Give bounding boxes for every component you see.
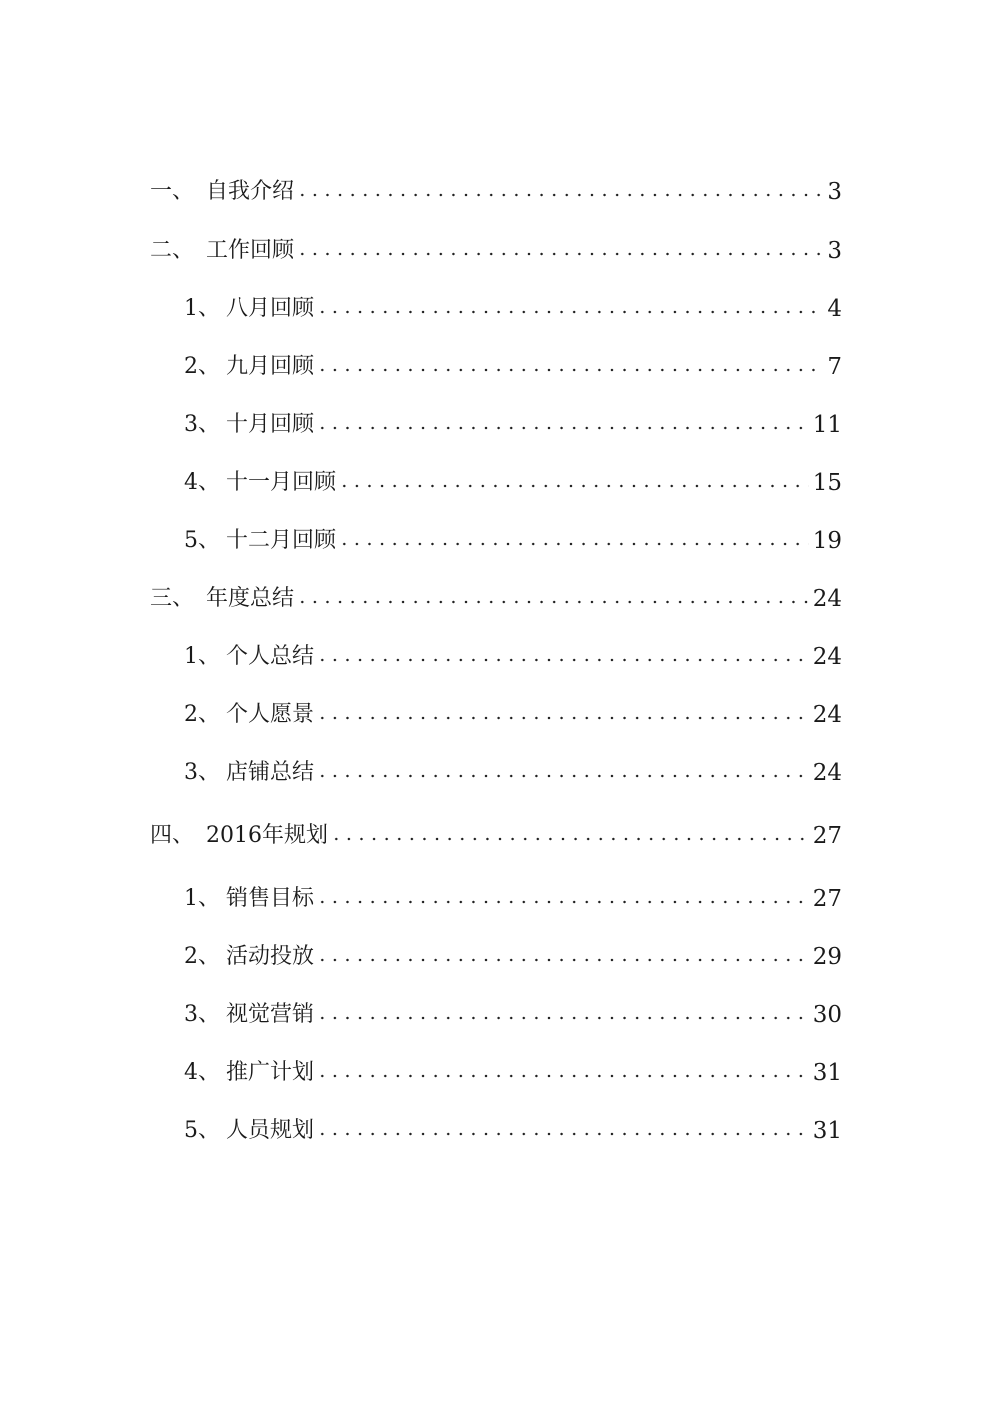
toc-entry-number: 四、 <box>150 823 195 848</box>
toc-entry-page: 3 <box>827 238 842 264</box>
toc-dot-leader <box>316 955 809 965</box>
toc-dot-leader <box>316 713 809 723</box>
toc-dot-leader <box>296 249 823 259</box>
toc-entry-personal-vision[interactable] <box>184 693 842 729</box>
toc-entry-number: 2、 <box>184 944 220 969</box>
toc-dot-leader <box>296 597 809 607</box>
toc-entry-page: 31 <box>812 1118 842 1144</box>
toc-entry-page: 30 <box>812 1002 842 1028</box>
toc-entry-annual-summary[interactable] <box>150 577 842 613</box>
toc-entry-campaign-placement[interactable] <box>184 935 842 971</box>
toc-entry-page: 3 <box>827 179 842 205</box>
toc-entry-title: 视觉营销 <box>226 1002 315 1027</box>
toc-entry-number: 3、 <box>184 760 220 785</box>
toc-dot-leader <box>338 539 809 549</box>
toc-entry-title: 十二月回顾 <box>226 528 337 553</box>
toc-entry-number: 4、 <box>184 1060 220 1085</box>
toc-entry-number: 二、 <box>150 238 195 263</box>
toc-entry-page: 24 <box>812 586 842 612</box>
toc-entry-2016-plan[interactable] <box>150 814 842 850</box>
toc-dot-leader <box>316 771 809 781</box>
toc-entry-number: 三、 <box>150 586 195 611</box>
toc-entry-self-intro[interactable] <box>150 170 842 206</box>
toc-entry-page: 27 <box>812 886 842 912</box>
toc-entry-sales-target[interactable] <box>184 877 842 913</box>
toc-entry-october-review[interactable] <box>184 403 842 439</box>
toc-entry-title: 自我介绍 <box>206 179 295 204</box>
toc-entry-title: 个人总结 <box>226 644 315 669</box>
toc-entry-work-review[interactable] <box>150 229 842 265</box>
toc-entry-page: 7 <box>827 354 842 380</box>
toc-entry-august-review[interactable] <box>184 287 842 323</box>
toc-dot-leader <box>316 365 823 375</box>
toc-entry-page: 24 <box>812 760 842 786</box>
toc-entry-title: 十一月回顾 <box>226 470 337 495</box>
toc-entry-page: 29 <box>812 944 842 970</box>
toc-dot-leader <box>338 481 809 491</box>
toc-dot-leader <box>316 1071 809 1081</box>
toc-entry-store-summary[interactable] <box>184 751 842 787</box>
toc-dot-leader <box>316 655 809 665</box>
toc-entry-title: 年度总结 <box>206 586 295 611</box>
toc-entry-page: 24 <box>812 702 842 728</box>
toc-dot-leader <box>316 1013 809 1023</box>
toc-entry-title: 推广计划 <box>226 1060 315 1085</box>
toc-dot-leader <box>316 1129 809 1139</box>
toc-entry-september-review[interactable] <box>184 345 842 381</box>
toc-entry-visual-marketing[interactable] <box>184 993 842 1029</box>
toc-entry-page: 24 <box>812 644 842 670</box>
toc-dot-leader <box>316 423 809 433</box>
toc-entry-page: 27 <box>812 823 842 849</box>
toc-entry-number: 一、 <box>150 179 195 204</box>
toc-entry-title: 个人愿景 <box>226 702 315 727</box>
toc-entry-number: 3、 <box>184 1002 220 1027</box>
toc-entry-number: 5、 <box>184 528 220 553</box>
toc-entry-promotion-plan[interactable] <box>184 1051 842 1087</box>
toc-entry-personal-summary[interactable] <box>184 635 842 671</box>
toc-entry-december-review[interactable] <box>184 519 842 555</box>
toc-entry-title: 店铺总结 <box>226 760 315 785</box>
toc-entry-number: 1、 <box>184 296 220 321</box>
toc-entry-title: 工作回顾 <box>206 238 295 263</box>
toc-entry-title: 十月回顾 <box>226 412 315 437</box>
toc-entry-staff-plan[interactable] <box>184 1109 842 1145</box>
toc-entry-page: 31 <box>812 1060 842 1086</box>
toc-entry-title: 八月回顾 <box>226 296 315 321</box>
toc-dot-leader <box>296 190 823 200</box>
toc-entry-november-review[interactable] <box>184 461 842 497</box>
toc-entry-number: 2、 <box>184 702 220 727</box>
toc-entry-title: 人员规划 <box>226 1118 315 1143</box>
toc-entry-title: 九月回顾 <box>226 354 315 379</box>
toc-entry-page: 15 <box>812 470 842 496</box>
toc-entry-number: 1、 <box>184 886 220 911</box>
toc-entry-title: 销售目标 <box>226 886 315 911</box>
toc-dot-leader <box>316 307 823 317</box>
toc-entry-number: 4、 <box>184 470 220 495</box>
toc-entry-title: 活动投放 <box>226 944 315 969</box>
toc-entry-number: 1、 <box>184 644 220 669</box>
toc-entry-page: 19 <box>812 528 842 554</box>
toc-entry-number: 2、 <box>184 354 220 379</box>
toc-entry-number: 5、 <box>184 1118 220 1143</box>
toc-dot-leader <box>316 897 809 907</box>
toc-dot-leader <box>330 834 809 844</box>
toc-entry-page: 4 <box>827 296 842 322</box>
toc-entry-page: 11 <box>812 412 842 438</box>
toc-entry-number: 3、 <box>184 412 220 437</box>
toc-entry-title: 2016年规划 <box>206 823 328 848</box>
